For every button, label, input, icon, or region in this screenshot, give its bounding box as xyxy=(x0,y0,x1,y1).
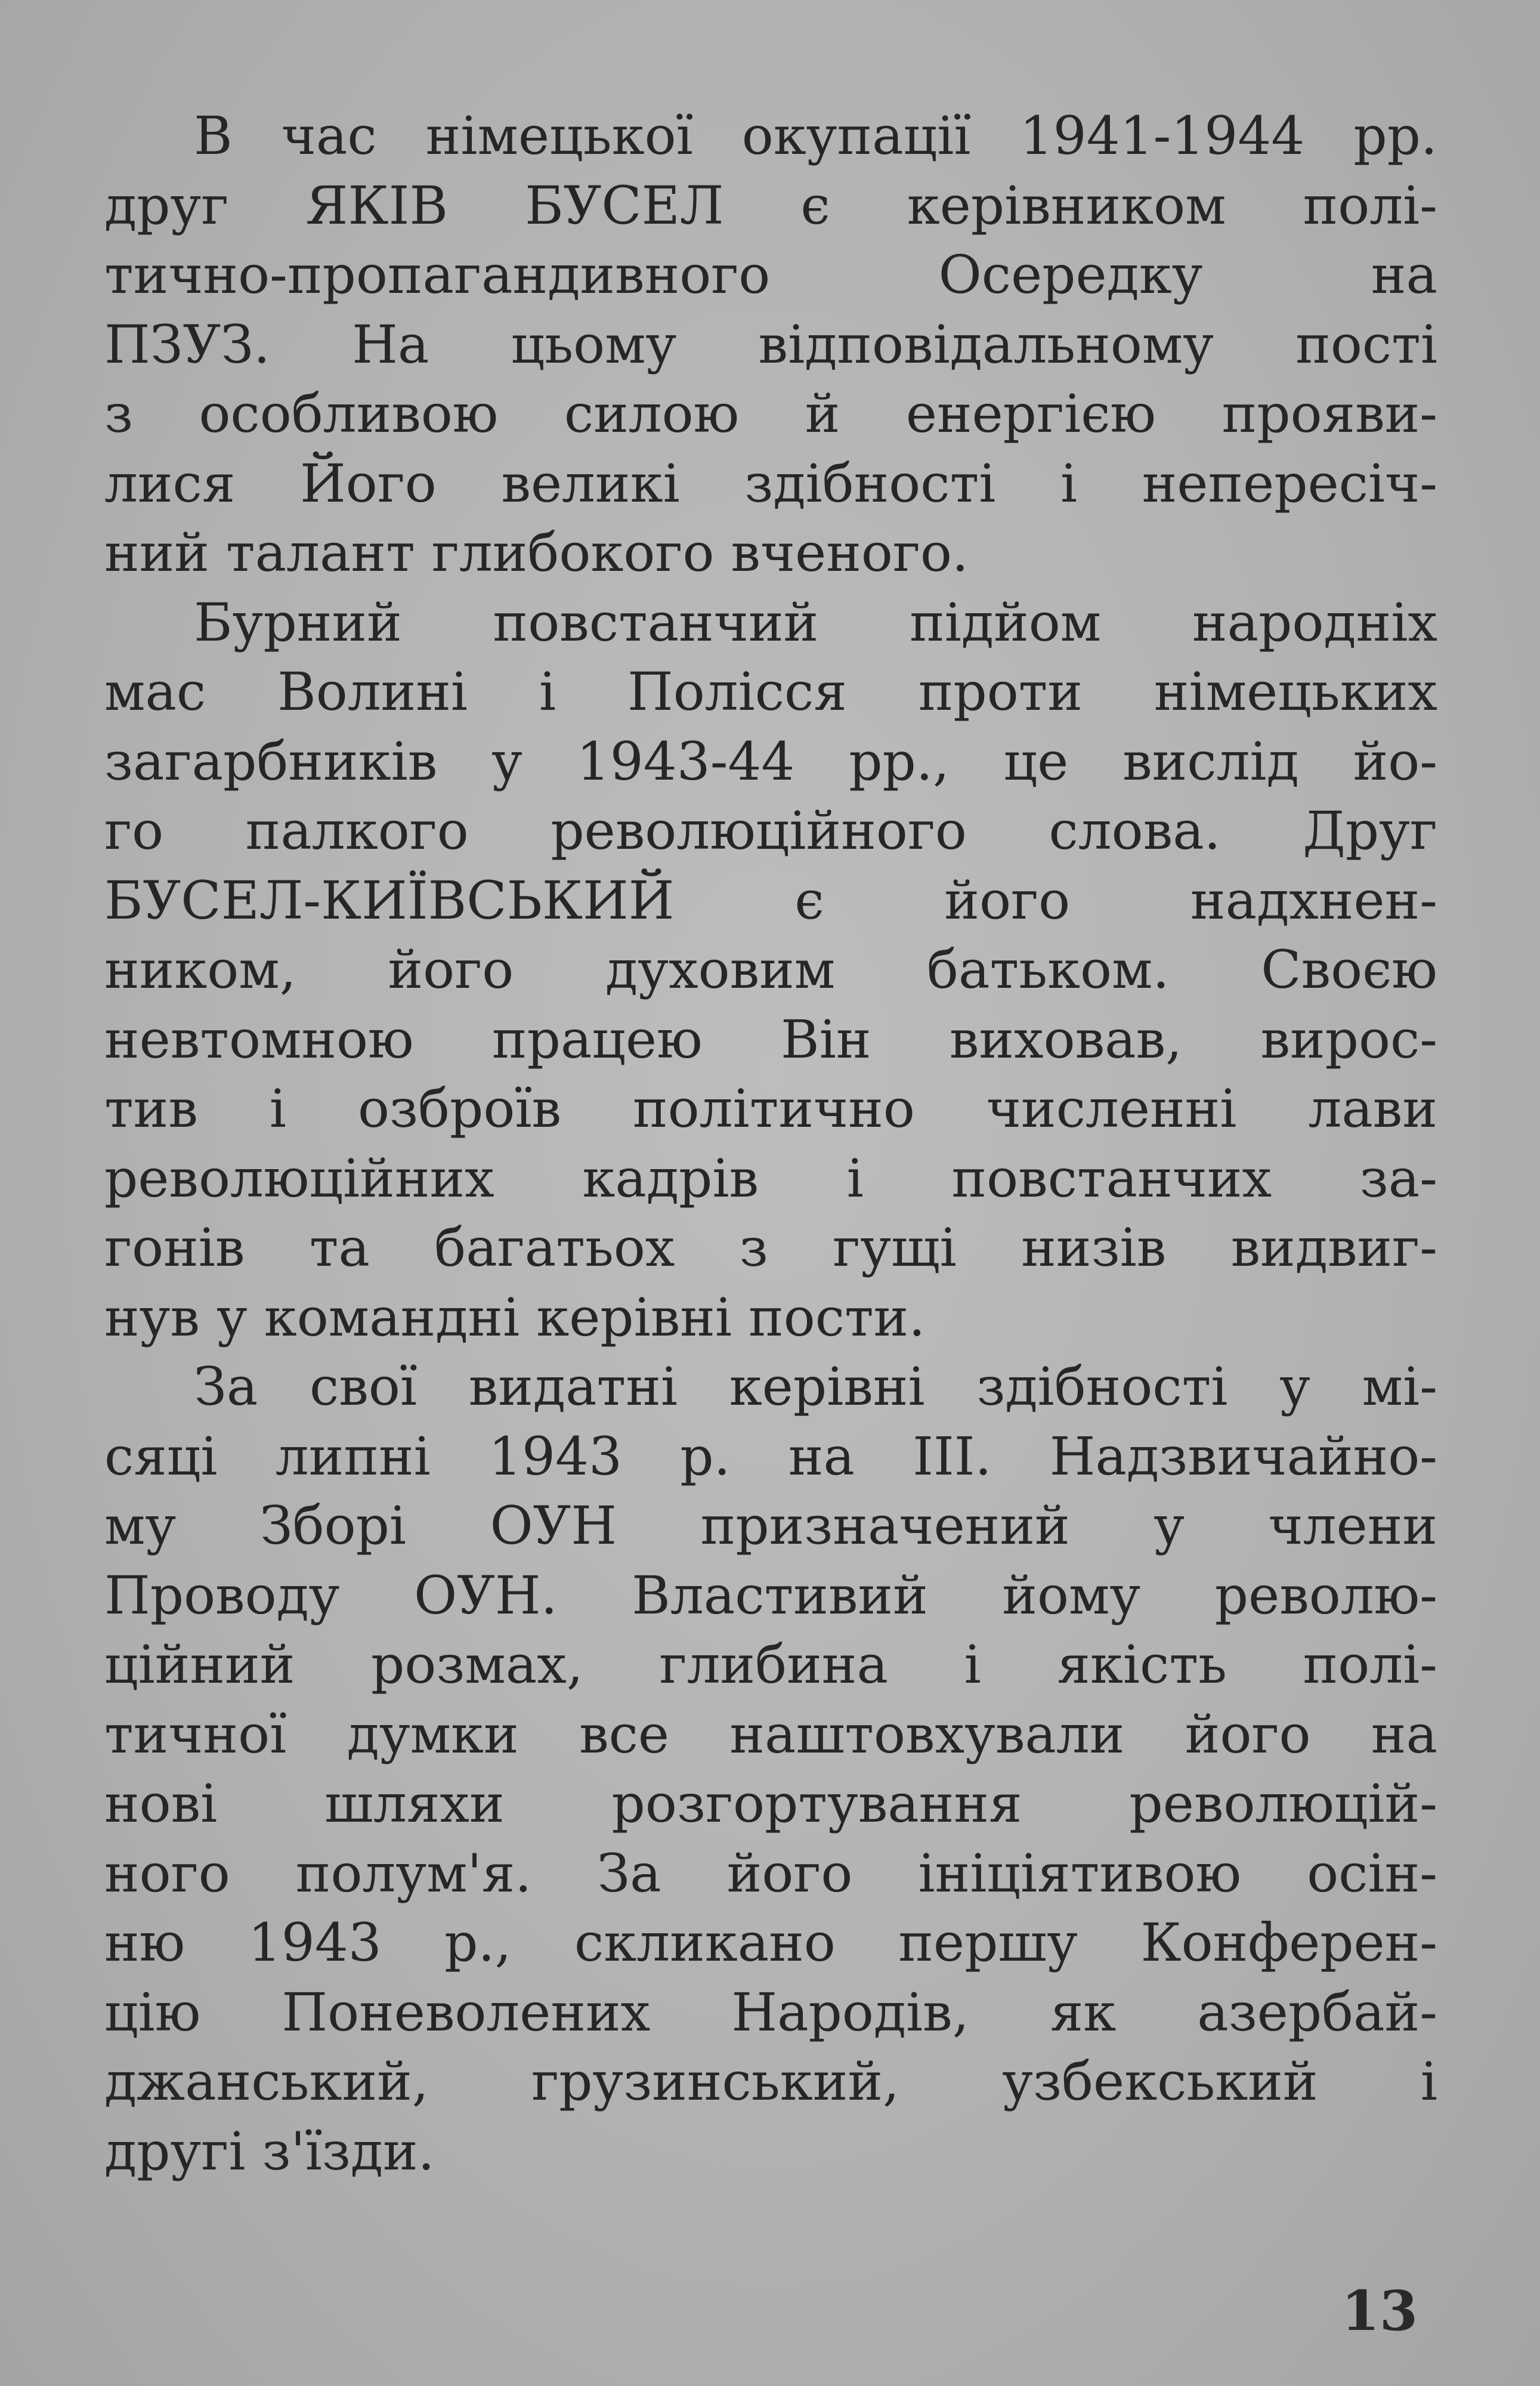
text-line: За свої видатні керівні здібності у мі- xyxy=(194,1356,1437,1417)
text-line: тичної думки все наштовхували його на xyxy=(104,1703,1437,1765)
page-number: 13 xyxy=(1341,2279,1418,2343)
text-line: лися Його великі здібності і непересіч- xyxy=(104,452,1437,514)
text-line: з особливою силою й енергією прояви- xyxy=(104,383,1437,444)
text-line: му Зборі ОУН призначений у члени xyxy=(104,1495,1437,1556)
text-line: ційний розмах, глибина і якість полі- xyxy=(104,1634,1437,1695)
text-line: БУСЕЛ-КИЇВСЬКИЙ є його надхнен- xyxy=(104,869,1437,931)
text-line: го палкого революційного слова. Друг xyxy=(104,800,1437,861)
text-line: ПЗУЗ. На цьому відповідальному пості xyxy=(104,313,1437,375)
text-line: невтомною працею Він виховав, вирос- xyxy=(104,1008,1437,1070)
paragraph-1 xyxy=(104,101,1437,588)
text-line: ний талант глибокого вченого. xyxy=(104,522,969,583)
text-line: сяці липні 1943 р. на III. Надзвичайно- xyxy=(104,1425,1437,1487)
paragraph-2 xyxy=(104,588,1437,1353)
paragraph-3 xyxy=(104,1352,1437,2186)
body-text xyxy=(104,101,1437,2186)
text-line: мас Волині і Полісся проти німецьких xyxy=(104,661,1437,722)
text-line: тично-пропагандивного Осередку на xyxy=(104,244,1437,305)
text-line: ником, його духовим батьком. Своєю xyxy=(104,939,1437,1000)
text-line: нув у командні керівні пости. xyxy=(104,1286,926,1348)
text-line: друг ЯКІВ БУСЕЛ є керівником полі- xyxy=(104,174,1437,236)
text-line: Бурний повстанчий підйом народніх xyxy=(194,591,1437,653)
text-line: гонів та багатьох з гущі низів видвиг- xyxy=(104,1217,1437,1278)
text-line: нові шляхи розгортування революцій- xyxy=(104,1773,1437,1834)
text-line: ного полум'я. За його ініціятивою осін- xyxy=(104,1842,1437,1904)
text-line: тив і озброїв політично численні лави xyxy=(104,1078,1437,1139)
text-line: ню 1943 р., скликано першу Конферен- xyxy=(104,1912,1437,1973)
text-line: В час німецької окупації 1941-1944 рр. xyxy=(194,105,1437,166)
text-line: революційних кадрів і повстанчих за- xyxy=(104,1147,1437,1209)
text-line: джанський, грузинський, узбекський і xyxy=(104,2051,1437,2112)
text-line: цію Поневолених Народів, як азербай- xyxy=(104,1981,1437,2043)
text-line: Проводу ОУН. Властивий йому револю- xyxy=(104,1564,1437,1626)
text-line: другі з'їзди. xyxy=(104,2120,435,2182)
text-line: загарбників у 1943-44 рр., це вислід йо- xyxy=(104,730,1437,792)
